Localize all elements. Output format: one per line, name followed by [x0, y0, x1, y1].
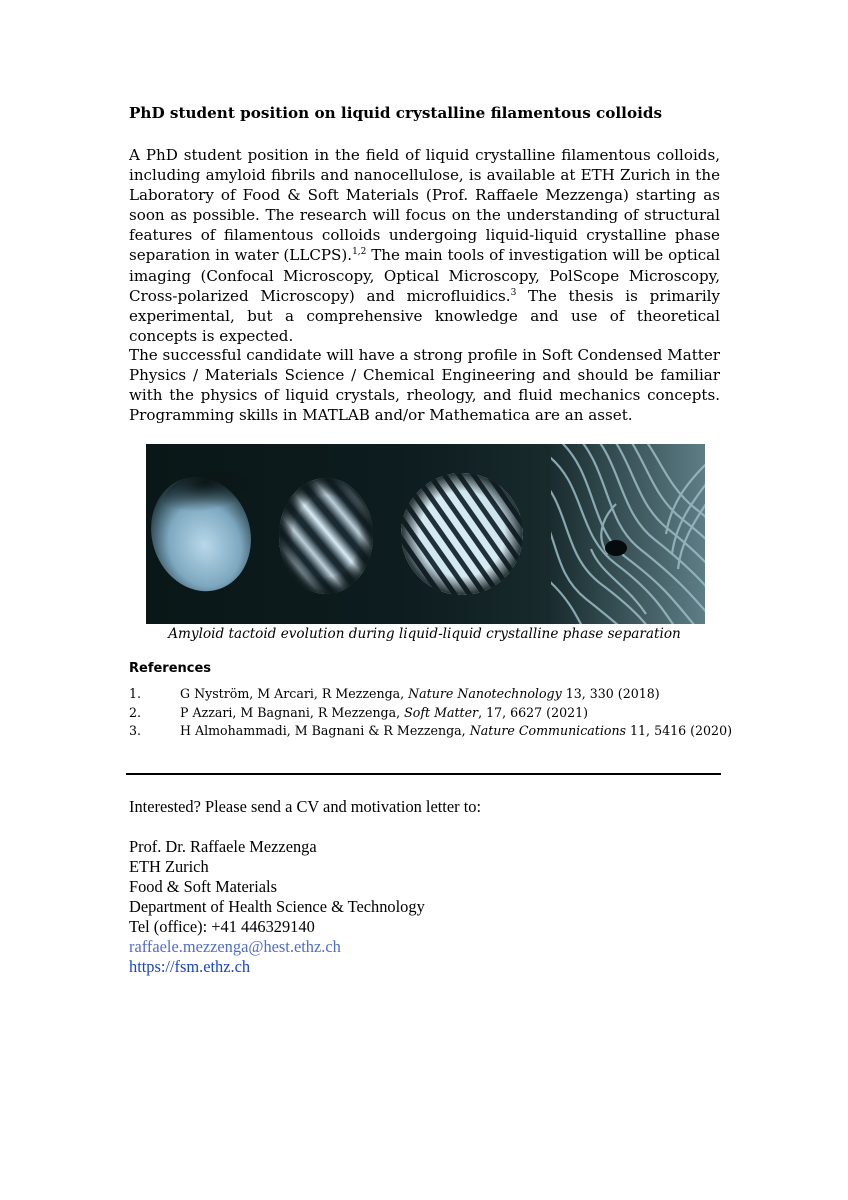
reference-details: , 17, 6627 (2021) — [478, 704, 589, 720]
citation-superscript-1: 1,2 — [352, 247, 367, 258]
contact-intro: Interested? Please send a CV and motivation letter to: — [129, 797, 481, 816]
reference-item — [129, 722, 732, 741]
contact-name: Prof. Dr. Raffaele Mezzenga — [129, 837, 317, 856]
tactoid-microscopy-image — [146, 444, 705, 624]
contact-institution: ETH Zurich — [129, 857, 209, 876]
reference-journal: Nature Communications — [469, 723, 627, 738]
references-list — [129, 685, 732, 741]
contact-block — [129, 837, 729, 977]
email-link[interactable]: raffaele.mezzenga@hest.ethz.ch — [129, 937, 341, 956]
reference-authors: H Almohammadi, M Bagnani & R Mezzenga, — [180, 723, 470, 738]
reference-item — [129, 685, 729, 704]
section-divider — [126, 773, 721, 775]
reference-number: 1. — [129, 686, 142, 701]
description-text-3: The thesis is primarily experimental, but a comprehensive knowledge and use of theoretical concepts is expected. — [129, 286, 720, 345]
reference-authors: P Azzari, M Bagnani, R Mezzenga, — [180, 704, 405, 720]
contact-group: Food & Soft Materials — [129, 877, 277, 896]
requirements-paragraph: The successful candidate will have a strong profile in Soft Condensed Matter Physics / Materials Science / Chemical Engineering and should be familiar with the physics of liquid crystals, rheology, and fluid mechanics concepts. Programming skills in MATLAB and/or Mathematica are an asset. — [129, 346, 720, 425]
references-heading: References — [129, 661, 212, 676]
figure-caption: Amyloid tactoid evolution during liquid-liquid crystalline phase separation — [168, 626, 681, 642]
contact-department: Department of Health Science & Technology — [129, 897, 425, 916]
reference-journal: Nature Nanotechnology — [408, 686, 562, 701]
tactoid-figure — [146, 444, 705, 624]
reference-item — [129, 704, 729, 723]
reference-number: 3. — [129, 723, 142, 738]
reference-number: 2. — [129, 704, 142, 720]
contact-phone: Tel (office): +41 446329140 — [129, 917, 315, 936]
reference-details: 13, 330 (2018) — [561, 686, 660, 701]
page-title: PhD student position on liquid crystalline filamentous colloids — [129, 104, 663, 122]
reference-details: 11, 5416 (2020) — [626, 723, 732, 738]
website-link[interactable]: https://fsm.ethz.ch — [129, 957, 251, 976]
description-text-2: The main tools of investigation will be optical imaging (Confocal Microscopy, Optical Microscopy, PolScope Microscopy, Cross-polarized Microscopy) and microfluidics. — [129, 246, 720, 305]
reference-authors: G Nyström, M Arcari, R Mezzenga, — [180, 686, 409, 701]
defect-core — [605, 540, 627, 556]
citation-superscript-2: 3 — [510, 287, 517, 298]
reference-journal: Soft Matter — [404, 704, 479, 720]
description-paragraph — [129, 145, 720, 346]
description-text-1: A PhD student position in the field of liquid crystalline filamentous colloids, including amyloid fibrils and nanocellulose, is available at ETH Zurich in the Laboratory of Food & Soft Materials (Prof. Raffaele Mezzenga) starting as soon as possible. The research will focus on the understanding of structural features of filamentous colloids undergoing liquid-liquid crystalline phase separation in water (LLCPS). — [129, 146, 720, 265]
